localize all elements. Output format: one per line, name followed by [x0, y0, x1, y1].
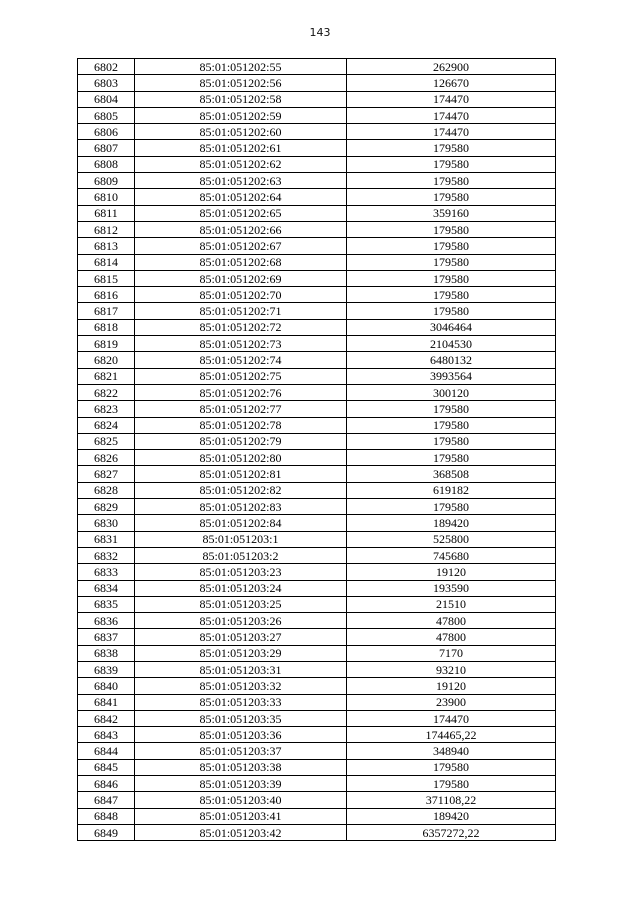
- cadastral-number-cell: 85:01:051202:59: [135, 107, 347, 123]
- table-row: [78, 336, 556, 352]
- row-number-cell: 6819: [78, 336, 135, 352]
- row-number-cell: 6808: [78, 156, 135, 172]
- value-cell: 179580: [347, 221, 556, 237]
- table-row: [78, 270, 556, 286]
- value-cell: 47800: [347, 629, 556, 645]
- table-row: [78, 499, 556, 515]
- cadastral-number-cell: 85:01:051203:33: [135, 694, 347, 710]
- table-row: [78, 824, 556, 840]
- table-row: [78, 466, 556, 482]
- row-number-cell: 6830: [78, 515, 135, 531]
- cadastral-number-cell: 85:01:051202:83: [135, 499, 347, 515]
- cadastral-number-cell: 85:01:051202:56: [135, 75, 347, 91]
- value-cell: 262900: [347, 59, 556, 75]
- cadastral-number-cell: 85:01:051202:66: [135, 221, 347, 237]
- row-number-cell: 6842: [78, 710, 135, 726]
- value-cell: 179580: [347, 287, 556, 303]
- cadastral-number-cell: 85:01:051202:70: [135, 287, 347, 303]
- table-row: [78, 727, 556, 743]
- value-cell: 300120: [347, 384, 556, 400]
- row-number-cell: 6847: [78, 792, 135, 808]
- table-row: [78, 75, 556, 91]
- table-row: [78, 124, 556, 140]
- row-number-cell: 6841: [78, 694, 135, 710]
- table-row: [78, 661, 556, 677]
- cadastral-number-cell: 85:01:051203:27: [135, 629, 347, 645]
- table-row: [78, 303, 556, 319]
- value-cell: 193590: [347, 580, 556, 596]
- cadastral-number-cell: 85:01:051202:61: [135, 140, 347, 156]
- value-cell: 179580: [347, 140, 556, 156]
- cadastral-number-cell: 85:01:051203:2: [135, 547, 347, 563]
- row-number-cell: 6839: [78, 661, 135, 677]
- table-row: [78, 776, 556, 792]
- row-number-cell: 6845: [78, 759, 135, 775]
- value-cell: 189420: [347, 515, 556, 531]
- row-number-cell: 6804: [78, 91, 135, 107]
- cadastral-number-cell: 85:01:051203:36: [135, 727, 347, 743]
- row-number-cell: 6826: [78, 450, 135, 466]
- row-number-cell: 6833: [78, 564, 135, 580]
- table-row: [78, 515, 556, 531]
- cadastral-number-cell: 85:01:051202:63: [135, 173, 347, 189]
- row-number-cell: 6829: [78, 499, 135, 515]
- value-cell: 2104530: [347, 336, 556, 352]
- table-row: [78, 254, 556, 270]
- value-cell: 179580: [347, 417, 556, 433]
- cadastral-number-cell: 85:01:051202:82: [135, 482, 347, 498]
- row-number-cell: 6814: [78, 254, 135, 270]
- cadastral-number-cell: 85:01:051203:26: [135, 613, 347, 629]
- row-number-cell: 6820: [78, 352, 135, 368]
- table-row: [78, 433, 556, 449]
- cadastral-number-cell: 85:01:051203:42: [135, 824, 347, 840]
- table-row: [78, 319, 556, 335]
- value-cell: 93210: [347, 661, 556, 677]
- row-number-cell: 6810: [78, 189, 135, 205]
- table-row: [78, 792, 556, 808]
- value-cell: 174470: [347, 710, 556, 726]
- value-cell: 189420: [347, 808, 556, 824]
- value-cell: 21510: [347, 596, 556, 612]
- table-body: [78, 59, 556, 841]
- row-number-cell: 6806: [78, 124, 135, 140]
- cadastral-number-cell: 85:01:051203:25: [135, 596, 347, 612]
- row-number-cell: 6844: [78, 743, 135, 759]
- table-row: [78, 450, 556, 466]
- cadastral-number-cell: 85:01:051202:72: [135, 319, 347, 335]
- table-row: [78, 221, 556, 237]
- table-row: [78, 91, 556, 107]
- value-cell: 19120: [347, 564, 556, 580]
- table-row: [78, 629, 556, 645]
- table-row: [78, 401, 556, 417]
- row-number-cell: 6831: [78, 531, 135, 547]
- table-row: [78, 482, 556, 498]
- cadastral-number-cell: 85:01:051202:71: [135, 303, 347, 319]
- row-number-cell: 6827: [78, 466, 135, 482]
- row-number-cell: 6835: [78, 596, 135, 612]
- value-cell: 174470: [347, 107, 556, 123]
- row-number-cell: 6848: [78, 808, 135, 824]
- row-number-cell: 6818: [78, 319, 135, 335]
- cadastral-number-cell: 85:01:051203:1: [135, 531, 347, 547]
- table-row: [78, 694, 556, 710]
- table-row: [78, 645, 556, 661]
- value-cell: 6357272,22: [347, 824, 556, 840]
- row-number-cell: 6846: [78, 776, 135, 792]
- cadastral-number-cell: 85:01:051202:74: [135, 352, 347, 368]
- cadastral-number-cell: 85:01:051203:32: [135, 678, 347, 694]
- table-row: [78, 547, 556, 563]
- table-row: [78, 710, 556, 726]
- value-cell: 47800: [347, 613, 556, 629]
- cadastral-number-cell: 85:01:051203:37: [135, 743, 347, 759]
- row-number-cell: 6838: [78, 645, 135, 661]
- row-number-cell: 6821: [78, 368, 135, 384]
- table-row: [78, 205, 556, 221]
- table-row: [78, 580, 556, 596]
- row-number-cell: 6805: [78, 107, 135, 123]
- row-number-cell: 6803: [78, 75, 135, 91]
- value-cell: 174465,22: [347, 727, 556, 743]
- cadastral-number-cell: 85:01:051202:76: [135, 384, 347, 400]
- cadastral-number-cell: 85:01:051202:81: [135, 466, 347, 482]
- table-row: [78, 107, 556, 123]
- table-row: [78, 368, 556, 384]
- value-cell: 179580: [347, 450, 556, 466]
- cadastral-number-cell: 85:01:051202:58: [135, 91, 347, 107]
- cadastral-value-table: [77, 58, 556, 841]
- row-number-cell: 6811: [78, 205, 135, 221]
- table-row: [78, 417, 556, 433]
- value-cell: 23900: [347, 694, 556, 710]
- value-cell: 179580: [347, 270, 556, 286]
- cadastral-number-cell: 85:01:051203:39: [135, 776, 347, 792]
- value-cell: 179580: [347, 776, 556, 792]
- value-cell: 7170: [347, 645, 556, 661]
- row-number-cell: 6807: [78, 140, 135, 156]
- cadastral-number-cell: 85:01:051202:68: [135, 254, 347, 270]
- cadastral-number-cell: 85:01:051202:75: [135, 368, 347, 384]
- value-cell: 3993564: [347, 368, 556, 384]
- row-number-cell: 6849: [78, 824, 135, 840]
- cadastral-number-cell: 85:01:051203:41: [135, 808, 347, 824]
- value-cell: 348940: [347, 743, 556, 759]
- cadastral-number-cell: 85:01:051202:67: [135, 238, 347, 254]
- value-cell: 179580: [347, 759, 556, 775]
- cadastral-number-cell: 85:01:051202:55: [135, 59, 347, 75]
- row-number-cell: 6809: [78, 173, 135, 189]
- row-number-cell: 6840: [78, 678, 135, 694]
- row-number-cell: 6825: [78, 433, 135, 449]
- cadastral-number-cell: 85:01:051202:64: [135, 189, 347, 205]
- table-row: [78, 531, 556, 547]
- value-cell: 179580: [347, 173, 556, 189]
- value-cell: 174470: [347, 91, 556, 107]
- page-number: 143: [309, 26, 331, 39]
- cadastral-number-cell: 85:01:051202:73: [135, 336, 347, 352]
- cadastral-number-cell: 85:01:051202:65: [135, 205, 347, 221]
- value-cell: 126670: [347, 75, 556, 91]
- table-row: [78, 808, 556, 824]
- cadastral-number-cell: 85:01:051203:38: [135, 759, 347, 775]
- table-row: [78, 384, 556, 400]
- row-number-cell: 6816: [78, 287, 135, 303]
- table-row: [78, 596, 556, 612]
- value-cell: 179580: [347, 303, 556, 319]
- cadastral-number-cell: 85:01:051203:29: [135, 645, 347, 661]
- table-row: [78, 678, 556, 694]
- value-cell: 19120: [347, 678, 556, 694]
- cadastral-number-cell: 85:01:051202:79: [135, 433, 347, 449]
- table-row: [78, 613, 556, 629]
- cadastral-number-cell: 85:01:051203:40: [135, 792, 347, 808]
- row-number-cell: 6824: [78, 417, 135, 433]
- table-row: [78, 352, 556, 368]
- table-row: [78, 743, 556, 759]
- table-row: [78, 156, 556, 172]
- value-cell: 359160: [347, 205, 556, 221]
- row-number-cell: 6813: [78, 238, 135, 254]
- cadastral-number-cell: 85:01:051202:80: [135, 450, 347, 466]
- table-row: [78, 287, 556, 303]
- value-cell: 174470: [347, 124, 556, 140]
- row-number-cell: 6828: [78, 482, 135, 498]
- cadastral-number-cell: 85:01:051202:62: [135, 156, 347, 172]
- row-number-cell: 6812: [78, 221, 135, 237]
- row-number-cell: 6817: [78, 303, 135, 319]
- row-number-cell: 6802: [78, 59, 135, 75]
- table-row: [78, 59, 556, 75]
- table-row: [78, 173, 556, 189]
- cadastral-number-cell: 85:01:051203:35: [135, 710, 347, 726]
- value-cell: 371108,22: [347, 792, 556, 808]
- row-number-cell: 6834: [78, 580, 135, 596]
- row-number-cell: 6823: [78, 401, 135, 417]
- cadastral-number-cell: 85:01:051202:84: [135, 515, 347, 531]
- cadastral-number-cell: 85:01:051202:69: [135, 270, 347, 286]
- value-cell: 6480132: [347, 352, 556, 368]
- value-cell: 179580: [347, 238, 556, 254]
- value-cell: 179580: [347, 254, 556, 270]
- value-cell: 179580: [347, 156, 556, 172]
- value-cell: 179580: [347, 499, 556, 515]
- value-cell: 179580: [347, 401, 556, 417]
- value-cell: 3046464: [347, 319, 556, 335]
- table-row: [78, 564, 556, 580]
- value-cell: 745680: [347, 547, 556, 563]
- cadastral-number-cell: 85:01:051203:23: [135, 564, 347, 580]
- row-number-cell: 6836: [78, 613, 135, 629]
- value-cell: 179580: [347, 433, 556, 449]
- row-number-cell: 6832: [78, 547, 135, 563]
- table-row: [78, 189, 556, 205]
- row-number-cell: 6843: [78, 727, 135, 743]
- cadastral-number-cell: 85:01:051202:78: [135, 417, 347, 433]
- table-row: [78, 759, 556, 775]
- row-number-cell: 6837: [78, 629, 135, 645]
- cadastral-number-cell: 85:01:051202:60: [135, 124, 347, 140]
- table-row: [78, 140, 556, 156]
- value-cell: 619182: [347, 482, 556, 498]
- row-number-cell: 6815: [78, 270, 135, 286]
- cadastral-number-cell: 85:01:051202:77: [135, 401, 347, 417]
- cadastral-number-cell: 85:01:051203:24: [135, 580, 347, 596]
- value-cell: 525800: [347, 531, 556, 547]
- row-number-cell: 6822: [78, 384, 135, 400]
- table-row: [78, 238, 556, 254]
- value-cell: 368508: [347, 466, 556, 482]
- cadastral-number-cell: 85:01:051203:31: [135, 661, 347, 677]
- value-cell: 179580: [347, 189, 556, 205]
